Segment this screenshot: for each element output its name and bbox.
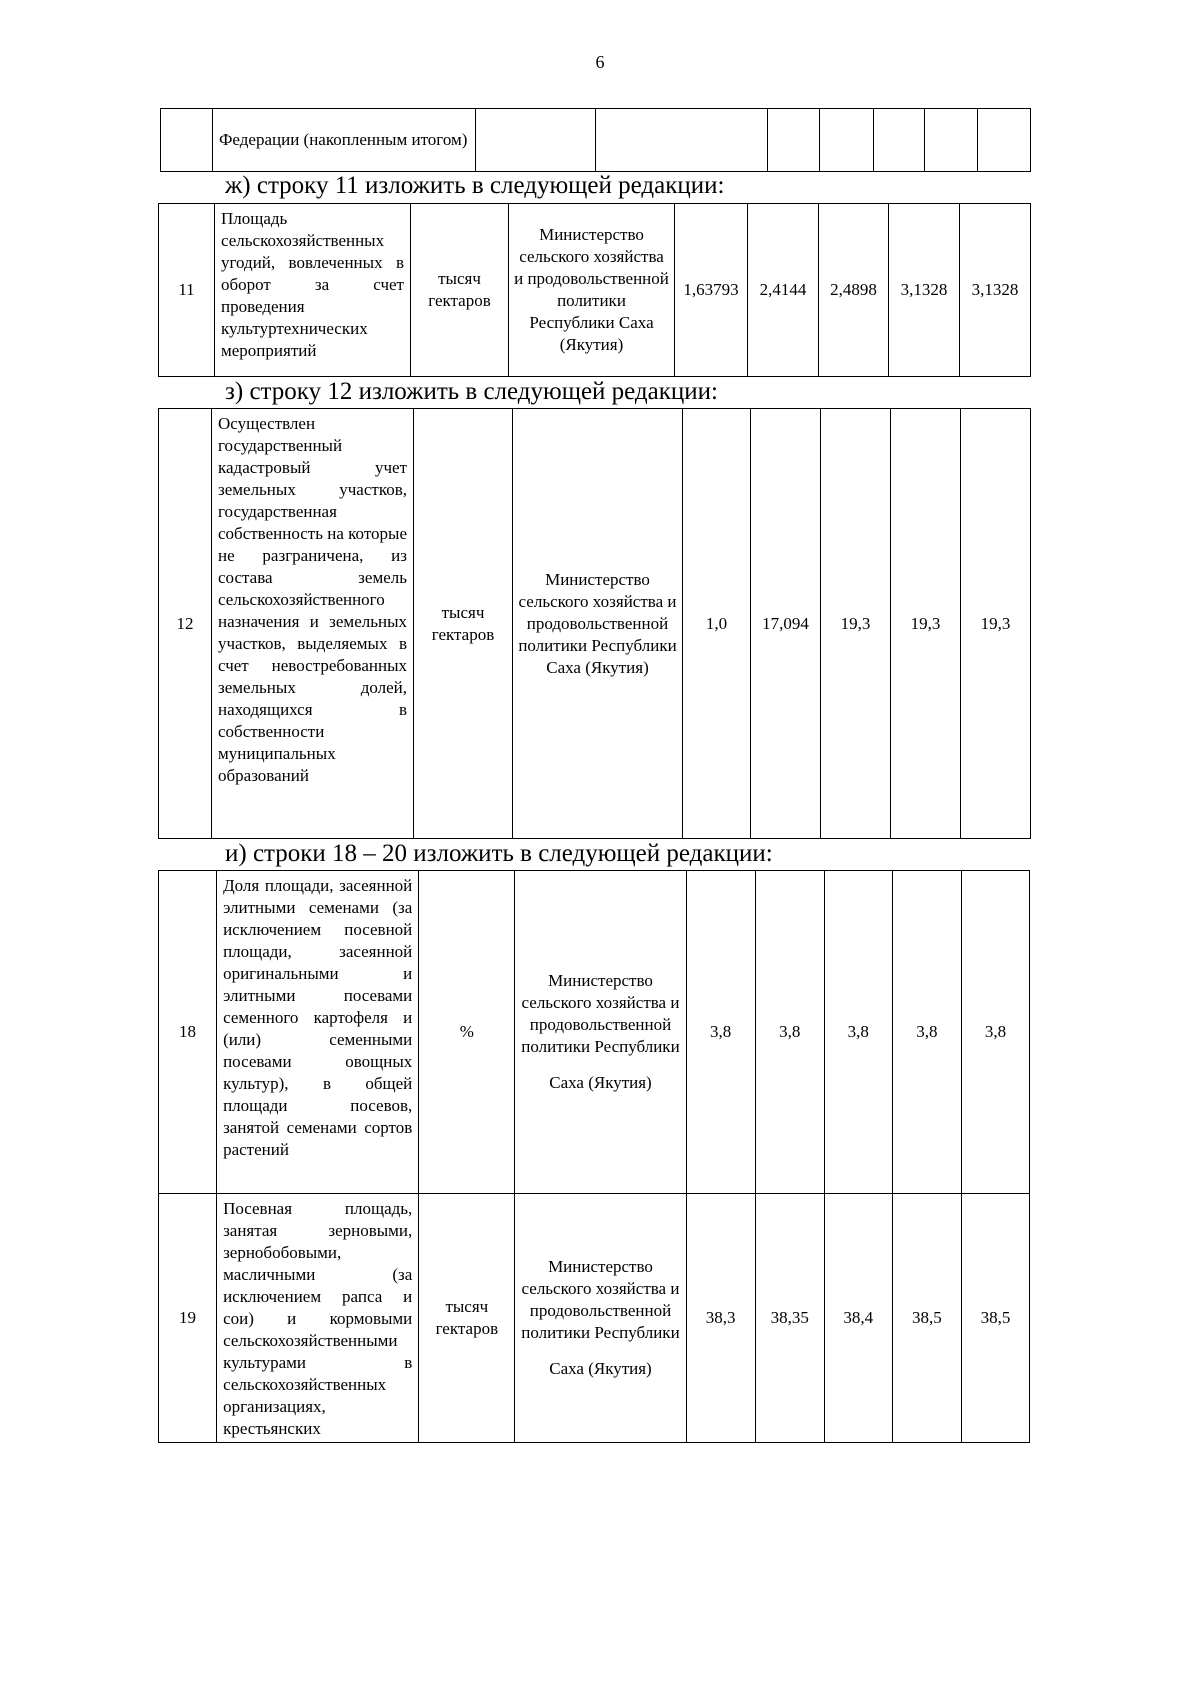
value-cell: 19,3 bbox=[961, 409, 1031, 839]
value-cell: 19,3 bbox=[891, 409, 961, 839]
value-cell: 2,4144 bbox=[748, 204, 819, 377]
page-number: 6 bbox=[595, 52, 605, 72]
indicator-name-cell: Федерации (накопленным итогом) bbox=[213, 109, 476, 172]
row-11-table bbox=[158, 203, 1031, 377]
value-cell: 3,8 bbox=[755, 871, 824, 1194]
org-cell: Министерство сельского хозяйства и продовольственной политики Республики Саха (Якутия) bbox=[513, 409, 683, 839]
value-cell: 3,8 bbox=[961, 871, 1029, 1194]
value-cell: 17,094 bbox=[751, 409, 821, 839]
org-text-tail: Саха (Якутия) bbox=[549, 1359, 652, 1378]
value-cell: 3,1328 bbox=[960, 204, 1031, 377]
org-text-tail: Саха (Якутия) bbox=[549, 1073, 652, 1092]
value-cell: 2,4898 bbox=[819, 204, 889, 377]
value-cell: 38,3 bbox=[686, 1194, 755, 1443]
indicator-name-cell: Доля площади, засеянной элитными семенами (за исключением посевной площади, засеянной оригинальными и элитными посевами семенного картофеля и (или) семенными посевами овощных культур), в общей площади посевов, занятой семенами сортов растений bbox=[217, 871, 419, 1194]
value-cell: 3,8 bbox=[892, 871, 961, 1194]
unit-cell: тысяч гектаров bbox=[414, 409, 513, 839]
value-cell: 1,63793 bbox=[675, 204, 748, 377]
org-cell bbox=[515, 1194, 686, 1443]
value-cell bbox=[925, 109, 978, 172]
value-cell: 38,35 bbox=[755, 1194, 824, 1443]
value-cell: 38,5 bbox=[892, 1194, 961, 1443]
table-row bbox=[159, 1194, 1030, 1443]
value-cell bbox=[768, 109, 820, 172]
table-row bbox=[159, 409, 1031, 839]
unit-cell: % bbox=[419, 871, 515, 1194]
value-cell: 38,5 bbox=[961, 1194, 1029, 1443]
table-row bbox=[161, 109, 1031, 172]
value-cell: 38,4 bbox=[824, 1194, 892, 1443]
row-number: 12 bbox=[159, 409, 212, 839]
value-cell bbox=[978, 109, 1031, 172]
unit-cell: тысяч гектаров bbox=[419, 1194, 515, 1443]
unit-cell: тысяч гектаров bbox=[411, 204, 509, 377]
value-cell: 1,0 bbox=[683, 409, 751, 839]
value-cell: 3,8 bbox=[824, 871, 892, 1194]
section-heading: ж) строку 11 изложить в следующей редакции: bbox=[225, 172, 725, 199]
row-number: 19 bbox=[159, 1194, 217, 1443]
indicator-name-cell: Осуществлен государственный кадастровый учет земельных участков, государственная собственность на которые не разграничена, из состава земель сельскохозяйственного назначения и земельных участков, выделяемых в счет невостребованных земельных долей, находящихся в собственности муниципальных образований bbox=[212, 409, 414, 839]
row-number: 18 bbox=[159, 871, 217, 1194]
num-cell bbox=[161, 109, 213, 172]
unit-cell bbox=[476, 109, 596, 172]
section-heading: и) строки 18 – 20 изложить в следующей редакции: bbox=[225, 840, 773, 867]
value-cell: 19,3 bbox=[821, 409, 891, 839]
top-fragment-table bbox=[160, 108, 1031, 172]
table-row bbox=[159, 871, 1030, 1194]
org-text: Министерство сельского хозяйства и продовольственной политики Республики bbox=[521, 971, 680, 1056]
org-cell bbox=[596, 109, 768, 172]
value-cell bbox=[820, 109, 874, 172]
table-row bbox=[159, 204, 1031, 377]
row-12-table bbox=[158, 408, 1031, 839]
org-text: Министерство сельского хозяйства и продовольственной политики Республики bbox=[521, 1257, 680, 1342]
indicator-name-cell: Площадь сельскохозяйственных угодий, вовлеченных в оборот за счет проведения культуртехнических мероприятий bbox=[215, 204, 411, 377]
rows-18-20-table bbox=[158, 870, 1030, 1443]
indicator-name-cell: Посевная площадь, занятая зерновыми, зернобобовыми, масличными (за исключением рапса и сои) и кормовыми сельскохозяйственными культурами в сельскохозяйственных организациях, крестьянских bbox=[217, 1194, 419, 1443]
value-cell: 3,8 bbox=[686, 871, 755, 1194]
value-cell: 3,1328 bbox=[889, 204, 960, 377]
org-cell: Министерство сельского хозяйства и продовольственной политики Республики Саха (Якутия) bbox=[509, 204, 675, 377]
value-cell bbox=[874, 109, 925, 172]
row-number: 11 bbox=[159, 204, 215, 377]
org-cell bbox=[515, 871, 686, 1194]
section-heading: з) строку 12 изложить в следующей редакции: bbox=[225, 378, 718, 405]
